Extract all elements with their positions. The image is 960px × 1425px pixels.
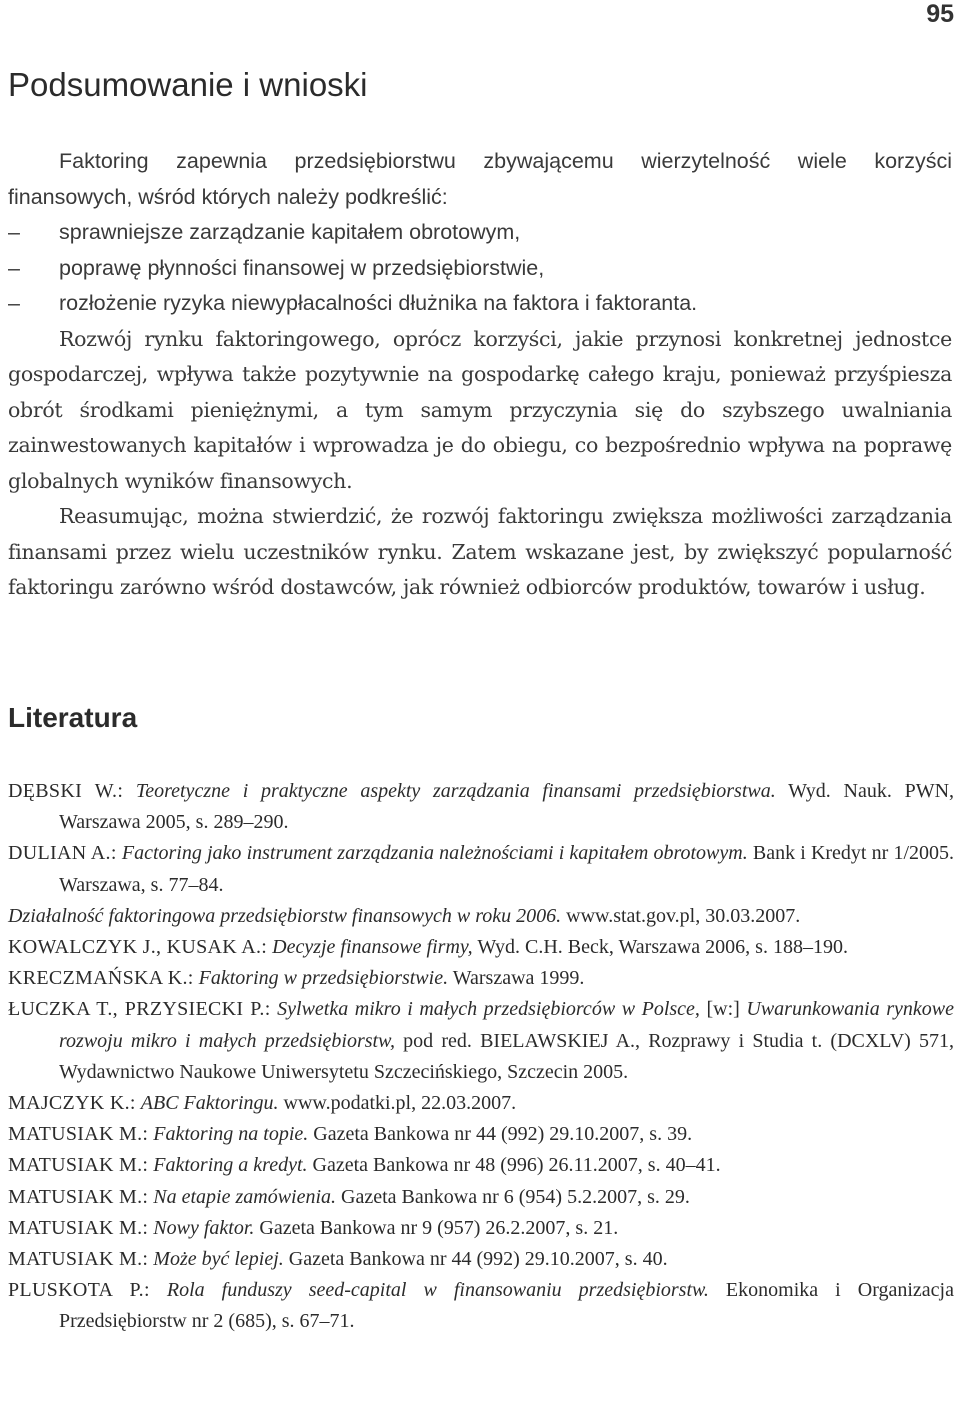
reference-item xyxy=(8,1275,954,1337)
reference-author: KRECZMAŃSKA K.: xyxy=(8,967,194,990)
reference-title: Faktoring w przedsiębiorstwie. xyxy=(198,967,449,990)
reference-title: Działalność faktoringowa przedsiębiorstw finansowych w roku 2006. xyxy=(8,904,562,927)
reference-title-secondary: Uwarunkowania rynkowe rozwoju mikro i małych przedsiębiorstw, xyxy=(59,998,955,1052)
reference-title: Może być lepiej. xyxy=(153,1248,284,1271)
reference-author: MATUSIAK M.: xyxy=(8,1216,149,1239)
reference-item xyxy=(8,1088,954,1119)
reference-author: MAJCZYK K.: xyxy=(8,1092,136,1115)
reference-title: Rola funduszy seed-capital w finansowaniu przedsiębiorstw. xyxy=(166,1279,709,1302)
summary-body xyxy=(8,144,952,606)
literature-heading: Literatura xyxy=(8,702,138,733)
section-title: Podsumowanie i wnioski xyxy=(8,66,368,103)
reference-item xyxy=(8,1213,954,1244)
list-item xyxy=(8,251,952,287)
reference-author: KOWALCZYK J., KUSAK A.: xyxy=(8,936,268,959)
reference-item xyxy=(8,1150,954,1181)
reference-author: ŁUCZKA T., PRZYSIECKI P.: xyxy=(8,998,271,1021)
dash-bullet: – xyxy=(8,291,20,315)
list-item xyxy=(8,286,952,322)
reference-item xyxy=(8,776,954,838)
reference-item xyxy=(8,1119,954,1150)
reference-details: www.stat.gov.pl, 30.03.2007. xyxy=(566,904,801,927)
reference-author: MATUSIAK M.: xyxy=(8,1185,149,1208)
reference-author: MATUSIAK M.: xyxy=(8,1154,149,1177)
reference-item xyxy=(8,1182,954,1213)
reference-title: Nowy faktor. xyxy=(153,1216,255,1239)
reference-item xyxy=(8,901,954,932)
reference-author: PLUSKOTA P.: xyxy=(8,1279,150,1302)
reference-title: Sylwetka mikro i małych przedsiębiorców w Polsce, xyxy=(277,998,700,1021)
reference-details: Gazeta Bankowa nr 9 (957) 26.2.2007, s. 21. xyxy=(259,1216,619,1239)
reference-author: MATUSIAK M.: xyxy=(8,1248,149,1271)
reference-details: Ekonomika i Organizacja Przedsiębiorstw nr 2 (685), s. 67–71. xyxy=(59,1279,954,1333)
reference-item xyxy=(8,932,954,963)
reference-title: ABC Faktoringu. xyxy=(140,1092,279,1115)
reference-item xyxy=(8,994,954,1088)
reference-details: Warszawa 1999. xyxy=(452,967,585,990)
page-number: 95 xyxy=(926,0,954,28)
reference-details: Gazeta Bankowa nr 6 (954) 5.2.2007, s. 29. xyxy=(341,1185,690,1208)
reference-details: Gazeta Bankowa nr 44 (992) 29.10.2007, s. 40. xyxy=(288,1248,668,1271)
list-item-text: rozłożenie ryzyka niewypłacalności dłużnika na faktora i faktoranta. xyxy=(59,291,698,315)
paragraph-conclusion: Reasumując, można stwierdzić, że rozwój faktoringu zwiększa możliwości zarządzania finansami przez wielu uczestników rynku. Zatem wskazane jest, by zwiększyć popularność faktoringu zarówno wśród dostawców, jak również odbiorców produktów, towarów i usług. xyxy=(8,504,952,599)
reference-title: Faktoring na topie. xyxy=(153,1123,309,1146)
reference-title: Faktoring a kredyt. xyxy=(153,1154,308,1177)
reference-author: MATUSIAK M.: xyxy=(8,1123,149,1146)
reference-title: Decyzje finansowe firmy, xyxy=(272,936,473,959)
reference-details: Gazeta Bankowa nr 44 (992) 29.10.2007, s. 39. xyxy=(313,1123,693,1146)
body-serif-block xyxy=(8,322,952,606)
reference-details: Bank i Kredyt nr 1/2005. Warszawa, s. 77–84. xyxy=(59,842,955,896)
dash-bullet: – xyxy=(8,255,20,280)
dash-bullet: – xyxy=(8,220,20,244)
reference-title: Factoring jako instrument zarządzania należnościami i kapitałem obrotowym. xyxy=(121,842,748,865)
reference-details-secondary: pod red. BIELAWSKIEJ A., Rozprawy i Studia t. (DCXLV) 571, Wydawnictwo Naukowe Uniwersytetu Szczecińskiego, Szczecin 2005. xyxy=(59,1029,954,1083)
reference-author: DULIAN A.: xyxy=(8,842,117,865)
reference-title: Teoretyczne i praktyczne aspekty zarządzania finansami przedsiębiorstwa. xyxy=(135,780,776,802)
reference-details: www.podatki.pl, 22.03.2007. xyxy=(283,1092,517,1115)
reference-title: Na etapie zamówienia. xyxy=(153,1185,337,1208)
reference-author: DĘBSKI W.: xyxy=(8,780,124,802)
reference-item xyxy=(8,1244,954,1275)
reference-item xyxy=(8,838,954,900)
reference-details: Wyd. C.H. Beck, Warszawa 2006, s. 188–190. xyxy=(477,936,848,959)
reference-item xyxy=(8,963,954,994)
benefits-list xyxy=(8,215,952,322)
list-item-text: poprawę płynności finansowej w przedsiębiorstwie, xyxy=(59,255,545,280)
list-item-text: sprawniejsze zarządzanie kapitałem obrotowym, xyxy=(59,220,521,244)
paragraph-market-development: Rozwój rynku faktoringowego, oprócz korzyści, jakie przynosi konkretnej jednostce gospodarczej, wpływa także pozytywnie na gospodarkę całego kraju, ponieważ przyśpiesza obrót środkami pieniężnymi, a tym samym przyczynia się do szybszego uwalniania zainwestowanych kapitałów i wprowadza je do obiegu, co bezpośrednio wpływa na poprawę globalnych wyników finansowych. xyxy=(8,326,952,493)
reference-details: Gazeta Bankowa nr 48 (996) 26.11.2007, s. 40–41. xyxy=(312,1154,721,1177)
reference-list xyxy=(8,776,954,1338)
reference-details: Wyd. Nauk. PWN, Warszawa 2005, s. 289–290. xyxy=(59,780,955,834)
intro-paragraph: Faktoring zapewnia przedsiębiorstwu zbywającemu wierzytelność wiele korzyści finansowych, wśród których należy podkreślić: xyxy=(8,149,952,209)
list-item xyxy=(8,215,952,251)
reference-details: [w:] xyxy=(706,998,740,1021)
